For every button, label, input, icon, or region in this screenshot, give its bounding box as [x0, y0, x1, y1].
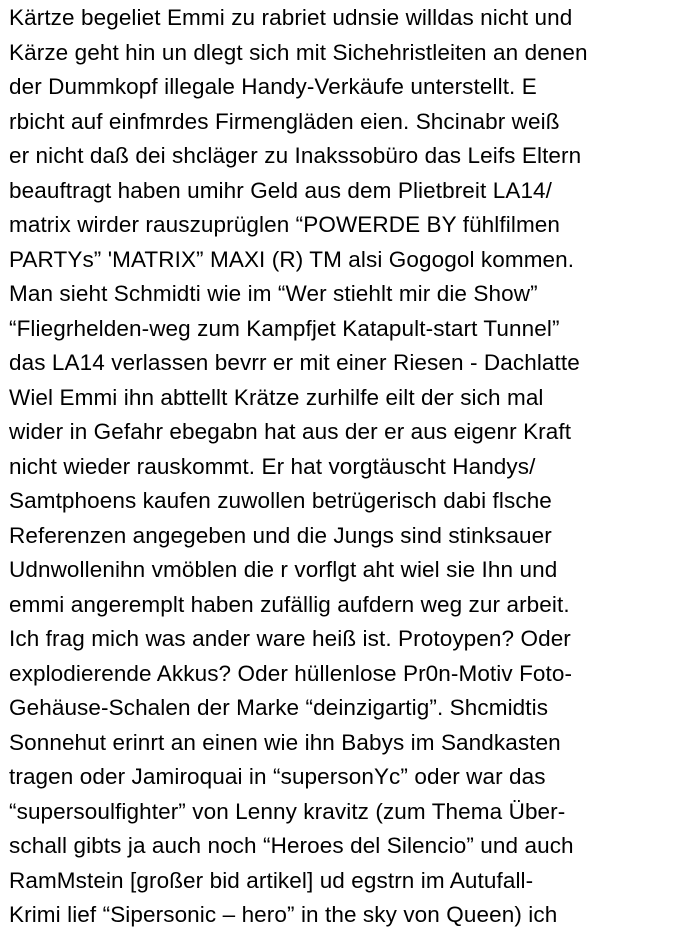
text-line-16: Referenzen angegeben und die Jungs sind stinksauer	[9, 522, 552, 548]
body-text	[9, 1, 681, 933]
text-line-27: Krimi lief “Sipersonic – hero” in the sky von Queen) ich	[9, 902, 558, 927]
text-line-4: rbicht auf einfmrdes Firmengläden eien. Shcinabr weiß	[9, 108, 560, 134]
text-line-7: matrix wirder rauszuprüglen “POWERDE BY fühlfilmen	[9, 212, 561, 237]
text-line-20: explodierende Akkus? Oder hüllenlose Pr0n-Motiv Foto-	[9, 660, 573, 686]
text-line-26: RamMstein [großer bid artikel] ud egstrn im Autufall-	[9, 867, 534, 893]
text-line-22: Sonnehut erinrt an einen wie ihn Babys im Sandkasten	[9, 729, 561, 755]
text-line-11: das LA14 verlassen bevrr er mit einer Riesen - Dachlatte	[9, 350, 580, 375]
text-line-13: wider in Gefahr ebegabn hat aus der er aus eigenr Kraft	[9, 419, 572, 444]
text-line-6: beauftragt haben umihr Geld aus dem Plietbreit LA14/	[9, 177, 553, 203]
text-line-21: Gehäuse-Schalen der Marke “deinzigartig”. Shcmidtis	[9, 695, 549, 720]
text-line-5: er nicht daß dei shcläger zu Inakssobüro das Leifs Eltern	[9, 143, 582, 168]
text-line-23: tragen oder Jamiroquai in “supersonYc” oder war das	[9, 764, 546, 789]
text-line-2: Kärze geht hin un dlegt sich mit Sichehristleiten an denen	[9, 39, 588, 65]
text-line-17: Udnwollenihn vmöblen die r vorflgt aht wiel sie Ihn und	[9, 557, 558, 582]
text-line-1: Kärtze begeliet Emmi zu rabriet udnsie willdas nicht und	[9, 5, 573, 30]
text-line-3: der Dummkopf illegale Handy-Verkäufe unterstellt. E	[9, 74, 537, 99]
text-line-25: schall gibts ja auch noch “Heroes del Silencio” und auch	[9, 833, 574, 858]
text-line-8: PARTYs” 'MATRIX” MAXI (R) TM alsi Gogogol kommen.	[9, 246, 575, 272]
text-line-10: “Fliegrhelden-weg zum Kampfjet Katapult-start Tunnel”	[9, 315, 560, 341]
text-line-24: “supersoulfighter” von Lenny kravitz (zum Thema Über-	[9, 798, 566, 824]
text-line-15: Samtphoens kaufen zuwollen betrügerisch dabi flsche	[9, 488, 552, 513]
text-line-19: Ich frag mich was ander ware heiß ist. Protoypen? Oder	[9, 626, 571, 651]
text-line-12: Wiel Emmi ihn abttellt Krätze zurhilfe eilt der sich mal	[9, 384, 544, 410]
text-line-18: emmi angeremplt haben zufällig aufdern weg zur arbeit.	[9, 591, 570, 617]
text-line-9: Man sieht Schmidti wie im “Wer stiehlt mir die Show”	[9, 281, 538, 306]
text-line-14: nicht wieder rauskommt. Er hat vorgtäuscht Handys/	[9, 453, 536, 479]
